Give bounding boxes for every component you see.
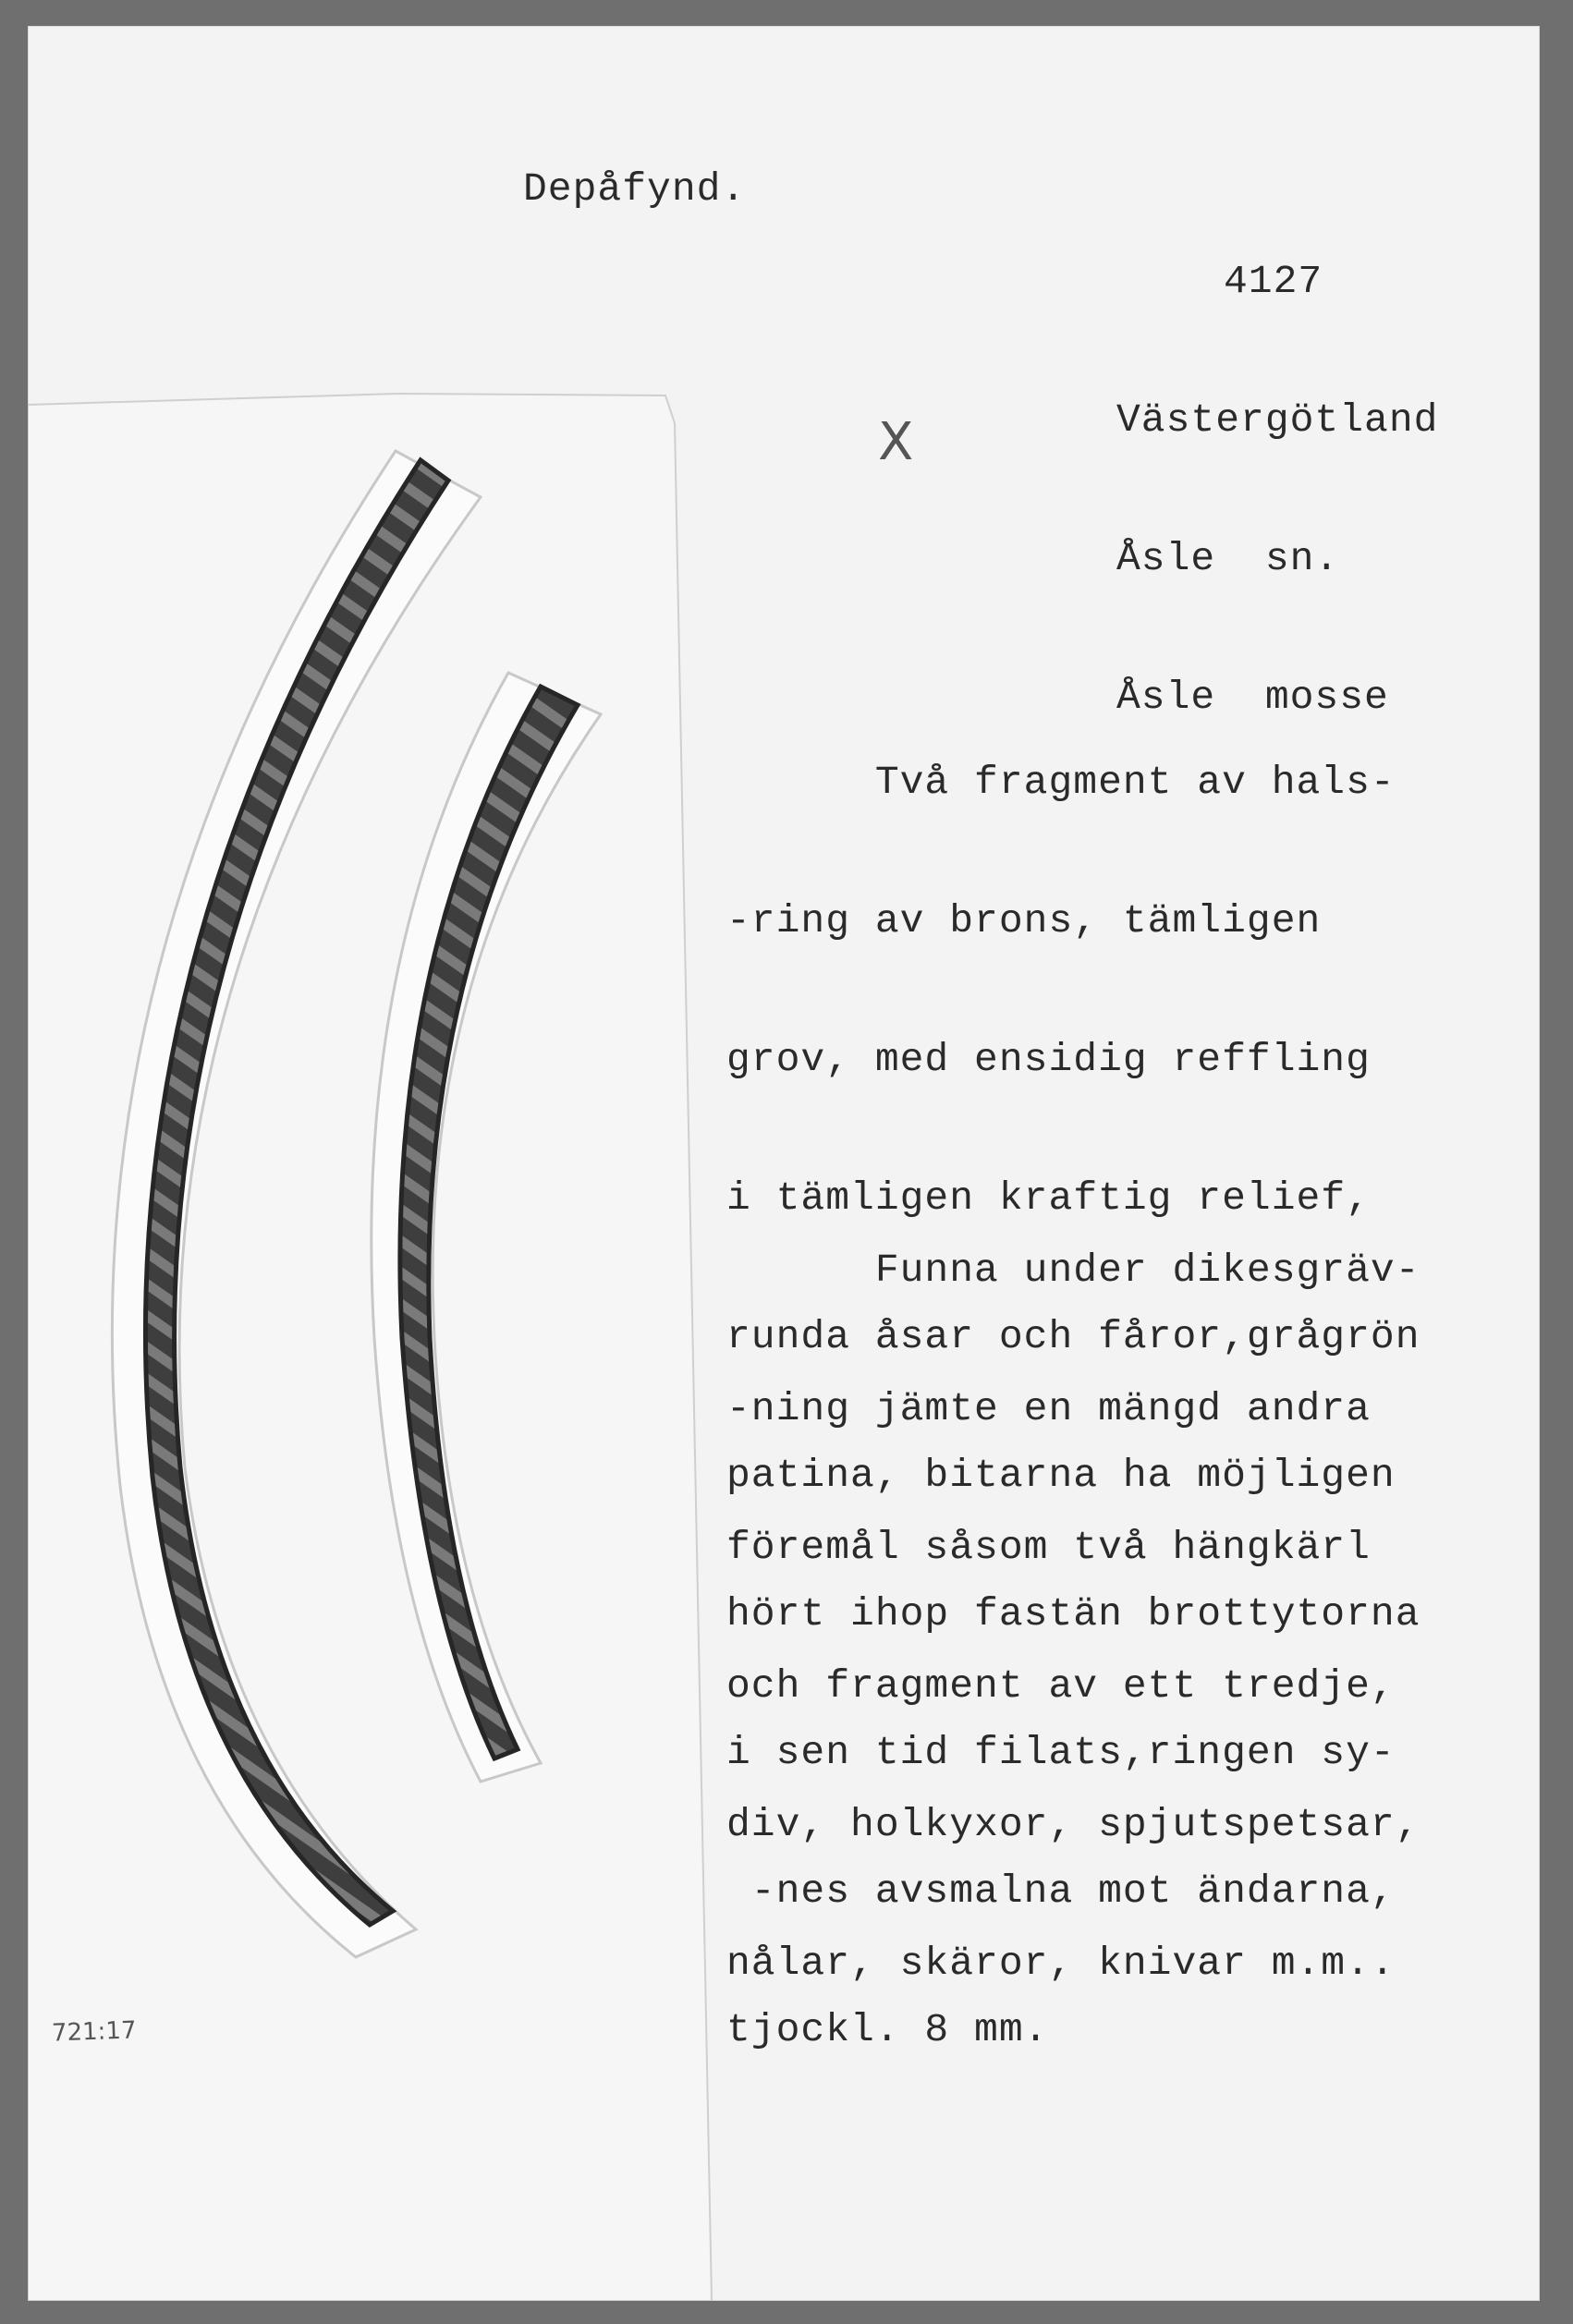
find-context-line: och fragment av ett tredje, (726, 1663, 1396, 1709)
find-context-line: Funna under dikesgräv- (726, 1247, 1421, 1293)
description-line: grov, med ensidig reffling (726, 1037, 1371, 1082)
locality-province: Västergötland (1116, 397, 1439, 443)
handwritten-mark: X (878, 412, 914, 472)
description-line: tjockl. 8 mm. (726, 2007, 1049, 2052)
description-line: -nes avsmalna mot ändarna, (726, 1868, 1396, 1914)
card-heading: Depåfynd. (523, 166, 747, 212)
find-context-line: nålar, skäror, knivar m.m.. (726, 1941, 1396, 1986)
description-line: i tämligen kraftig relief, (726, 1175, 1371, 1221)
catalog-card (28, 26, 1540, 2301)
find-context-line: föremål såsom två hängkärl (726, 1525, 1371, 1570)
archive-number: 721:17 (51, 2016, 137, 2048)
catalog-number: 4127 (1224, 259, 1323, 304)
locality-parish: Åsle sn. (1116, 536, 1340, 581)
description-line: patina, bitarna ha möjligen (726, 1453, 1396, 1498)
description-line: -ring av brons, tämligen (726, 898, 1322, 943)
description-line: i sen tid filats,ringen sy- (726, 1730, 1396, 1775)
find-context-line: div, holkyxor, spjutspetsar, (726, 1802, 1421, 1847)
description-line: runda åsar och fåror,grågrön (726, 1314, 1421, 1359)
find-context-line: -ning jämte en mängd andra (726, 1386, 1371, 1431)
find-context (726, 1155, 1421, 2079)
locality-site: Åsle mosse (1116, 675, 1389, 720)
description-line: hört ihop fastän brottytorna (726, 1591, 1421, 1637)
description-line: Två fragment av hals- (726, 760, 1396, 805)
